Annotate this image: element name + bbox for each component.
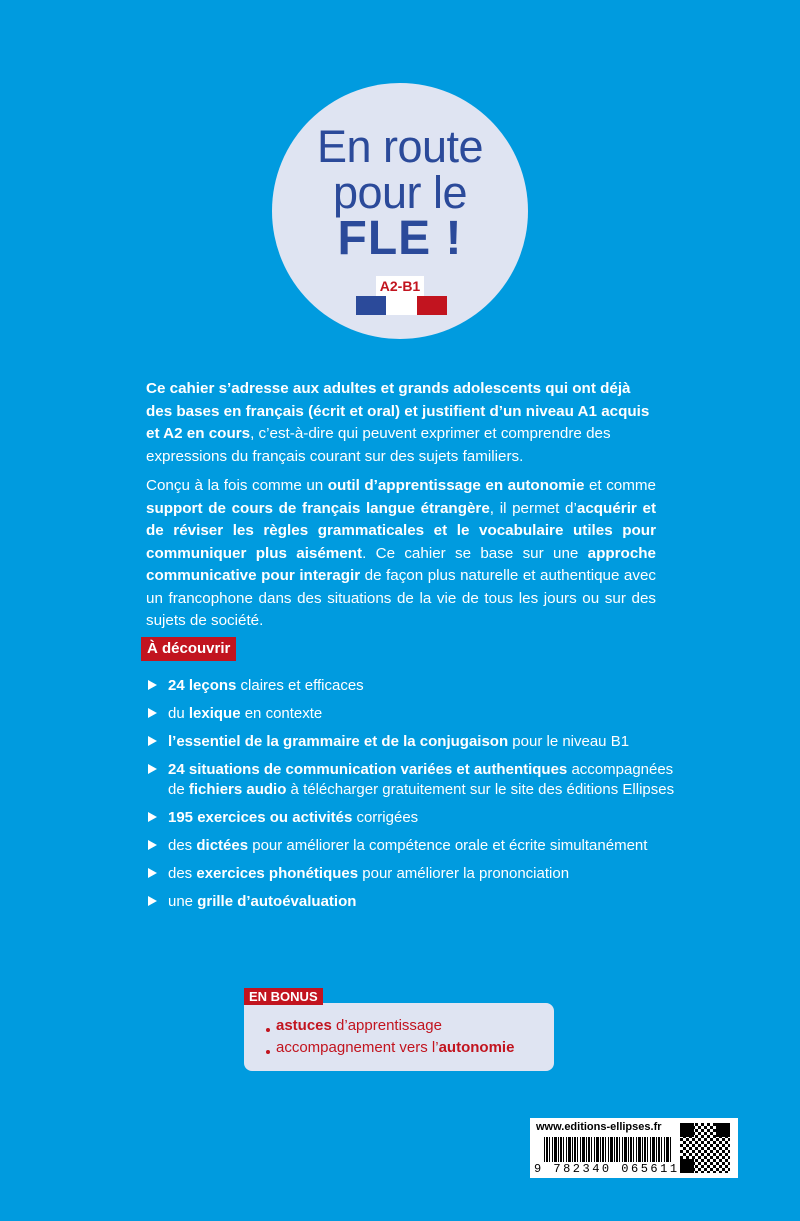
- text: Conçu à la fois comme un: [146, 477, 328, 494]
- bold-text: dictées: [196, 837, 249, 854]
- triangle-bullet-icon: [148, 840, 157, 850]
- bold-text: grille d’autoévaluation: [197, 893, 357, 910]
- bold-text: acquérir et de réviser les règles grammaticales et le vocabulaire utiles pour communiquer plus aisément: [146, 499, 657, 562]
- title-line-3: FLE !: [337, 212, 463, 265]
- text: de façon plus naturelle et authentique avec un francophone dans des situations de la vie de tous les jours ou sur des sujets de société.: [146, 567, 656, 629]
- text: corrigées: [352, 809, 419, 826]
- bonus-item: [266, 1015, 514, 1037]
- bold-text: l’essentiel de la grammaire et de la conjugaison: [168, 733, 509, 750]
- text: , c’est-à-dire qui peuvent exprimer et comprendre des expressions du français courant sur des sujets familiers.: [146, 425, 611, 465]
- flag-white: [386, 296, 416, 315]
- text: du: [168, 705, 189, 722]
- flag-blue: [356, 296, 386, 315]
- triangle-bullet-icon: [148, 764, 157, 774]
- discover-item: [148, 676, 688, 696]
- text: accompagnées de: [168, 761, 674, 798]
- text: pour le niveau B1: [508, 733, 630, 750]
- website-link[interactable]: www.editions-ellipses.fr: [536, 1121, 662, 1133]
- triangle-bullet-icon: [148, 896, 157, 906]
- discover-heading: À découvrir: [141, 637, 236, 661]
- intro-paragraph-1: [146, 378, 656, 468]
- discover-item: [148, 864, 688, 884]
- bullet-dot-icon: [266, 1050, 270, 1054]
- text: . Ce cahier se base sur une: [362, 544, 588, 562]
- bold-text: autonomie: [438, 1039, 515, 1056]
- bonus-box: [244, 1003, 554, 1071]
- bold-text: lexique: [188, 705, 241, 722]
- text: d’apprentissage: [331, 1017, 442, 1034]
- bold-text: approche communicative pour interagir: [146, 544, 656, 584]
- title-badge: [272, 83, 528, 339]
- text: des: [168, 837, 197, 854]
- title-line-2: pour le: [332, 167, 468, 218]
- flag-red: [417, 296, 447, 315]
- text: en contexte: [240, 705, 323, 722]
- qr-code-icon[interactable]: [680, 1123, 730, 1173]
- discover-item: [148, 704, 688, 724]
- text: des: [168, 865, 197, 882]
- text: pour améliorer la compétence orale et écrite simultanément: [248, 837, 648, 854]
- bold-text: exercices phonétiques: [196, 865, 359, 882]
- bonus-heading: EN BONUS: [244, 988, 323, 1005]
- discover-list: [148, 676, 688, 920]
- discover-item: [148, 732, 688, 752]
- discover-item: [148, 808, 688, 828]
- bold-text: support de cours de français langue étrangère: [146, 499, 490, 517]
- triangle-bullet-icon: [148, 812, 157, 822]
- text: à télécharger gratuitement sur le site des éditions Ellipses: [286, 781, 675, 798]
- bold-text: 24 leçons: [168, 677, 237, 694]
- text: claires et efficaces: [236, 677, 364, 694]
- text: et comme: [584, 477, 656, 494]
- bold-text: fichiers audio: [188, 781, 287, 798]
- text: accompagnement vers l’: [276, 1039, 439, 1056]
- bonus-list: [266, 1015, 514, 1059]
- bold-text: 195 exercices ou activités: [168, 809, 353, 826]
- discover-item: [148, 892, 688, 912]
- intro-paragraph-2: [146, 475, 656, 633]
- triangle-bullet-icon: [148, 736, 157, 746]
- text: une: [168, 893, 198, 910]
- triangle-bullet-icon: [148, 708, 157, 718]
- bold-text: 24 situations de communication variées et authentiques: [168, 761, 568, 778]
- title-line-1: En route: [316, 121, 484, 172]
- barcode-panel: [530, 1118, 738, 1178]
- bold-text: Ce cahier s’adresse aux adultes et grands adolescents qui ont déjà des bases en français (écrit et oral) et justifient d’un niveau A1 acquis et A2 en cours: [146, 380, 650, 442]
- isbn-number: 9 782340 065611: [534, 1162, 680, 1176]
- barcode-icon: [544, 1137, 672, 1165]
- bold-text: astuces: [276, 1017, 332, 1034]
- level-label: A2-B1: [376, 276, 424, 296]
- triangle-bullet-icon: [148, 868, 157, 878]
- text: pour améliorer la prononciation: [358, 865, 570, 882]
- bullet-dot-icon: [266, 1028, 270, 1032]
- text: , il permet d’: [489, 499, 577, 517]
- triangle-bullet-icon: [148, 680, 157, 690]
- discover-item: [148, 760, 688, 800]
- bonus-item: [266, 1037, 514, 1059]
- french-flag-icon: [356, 296, 447, 315]
- discover-item: [148, 836, 688, 856]
- bold-text: outil d’apprentissage en autonomie: [327, 477, 585, 494]
